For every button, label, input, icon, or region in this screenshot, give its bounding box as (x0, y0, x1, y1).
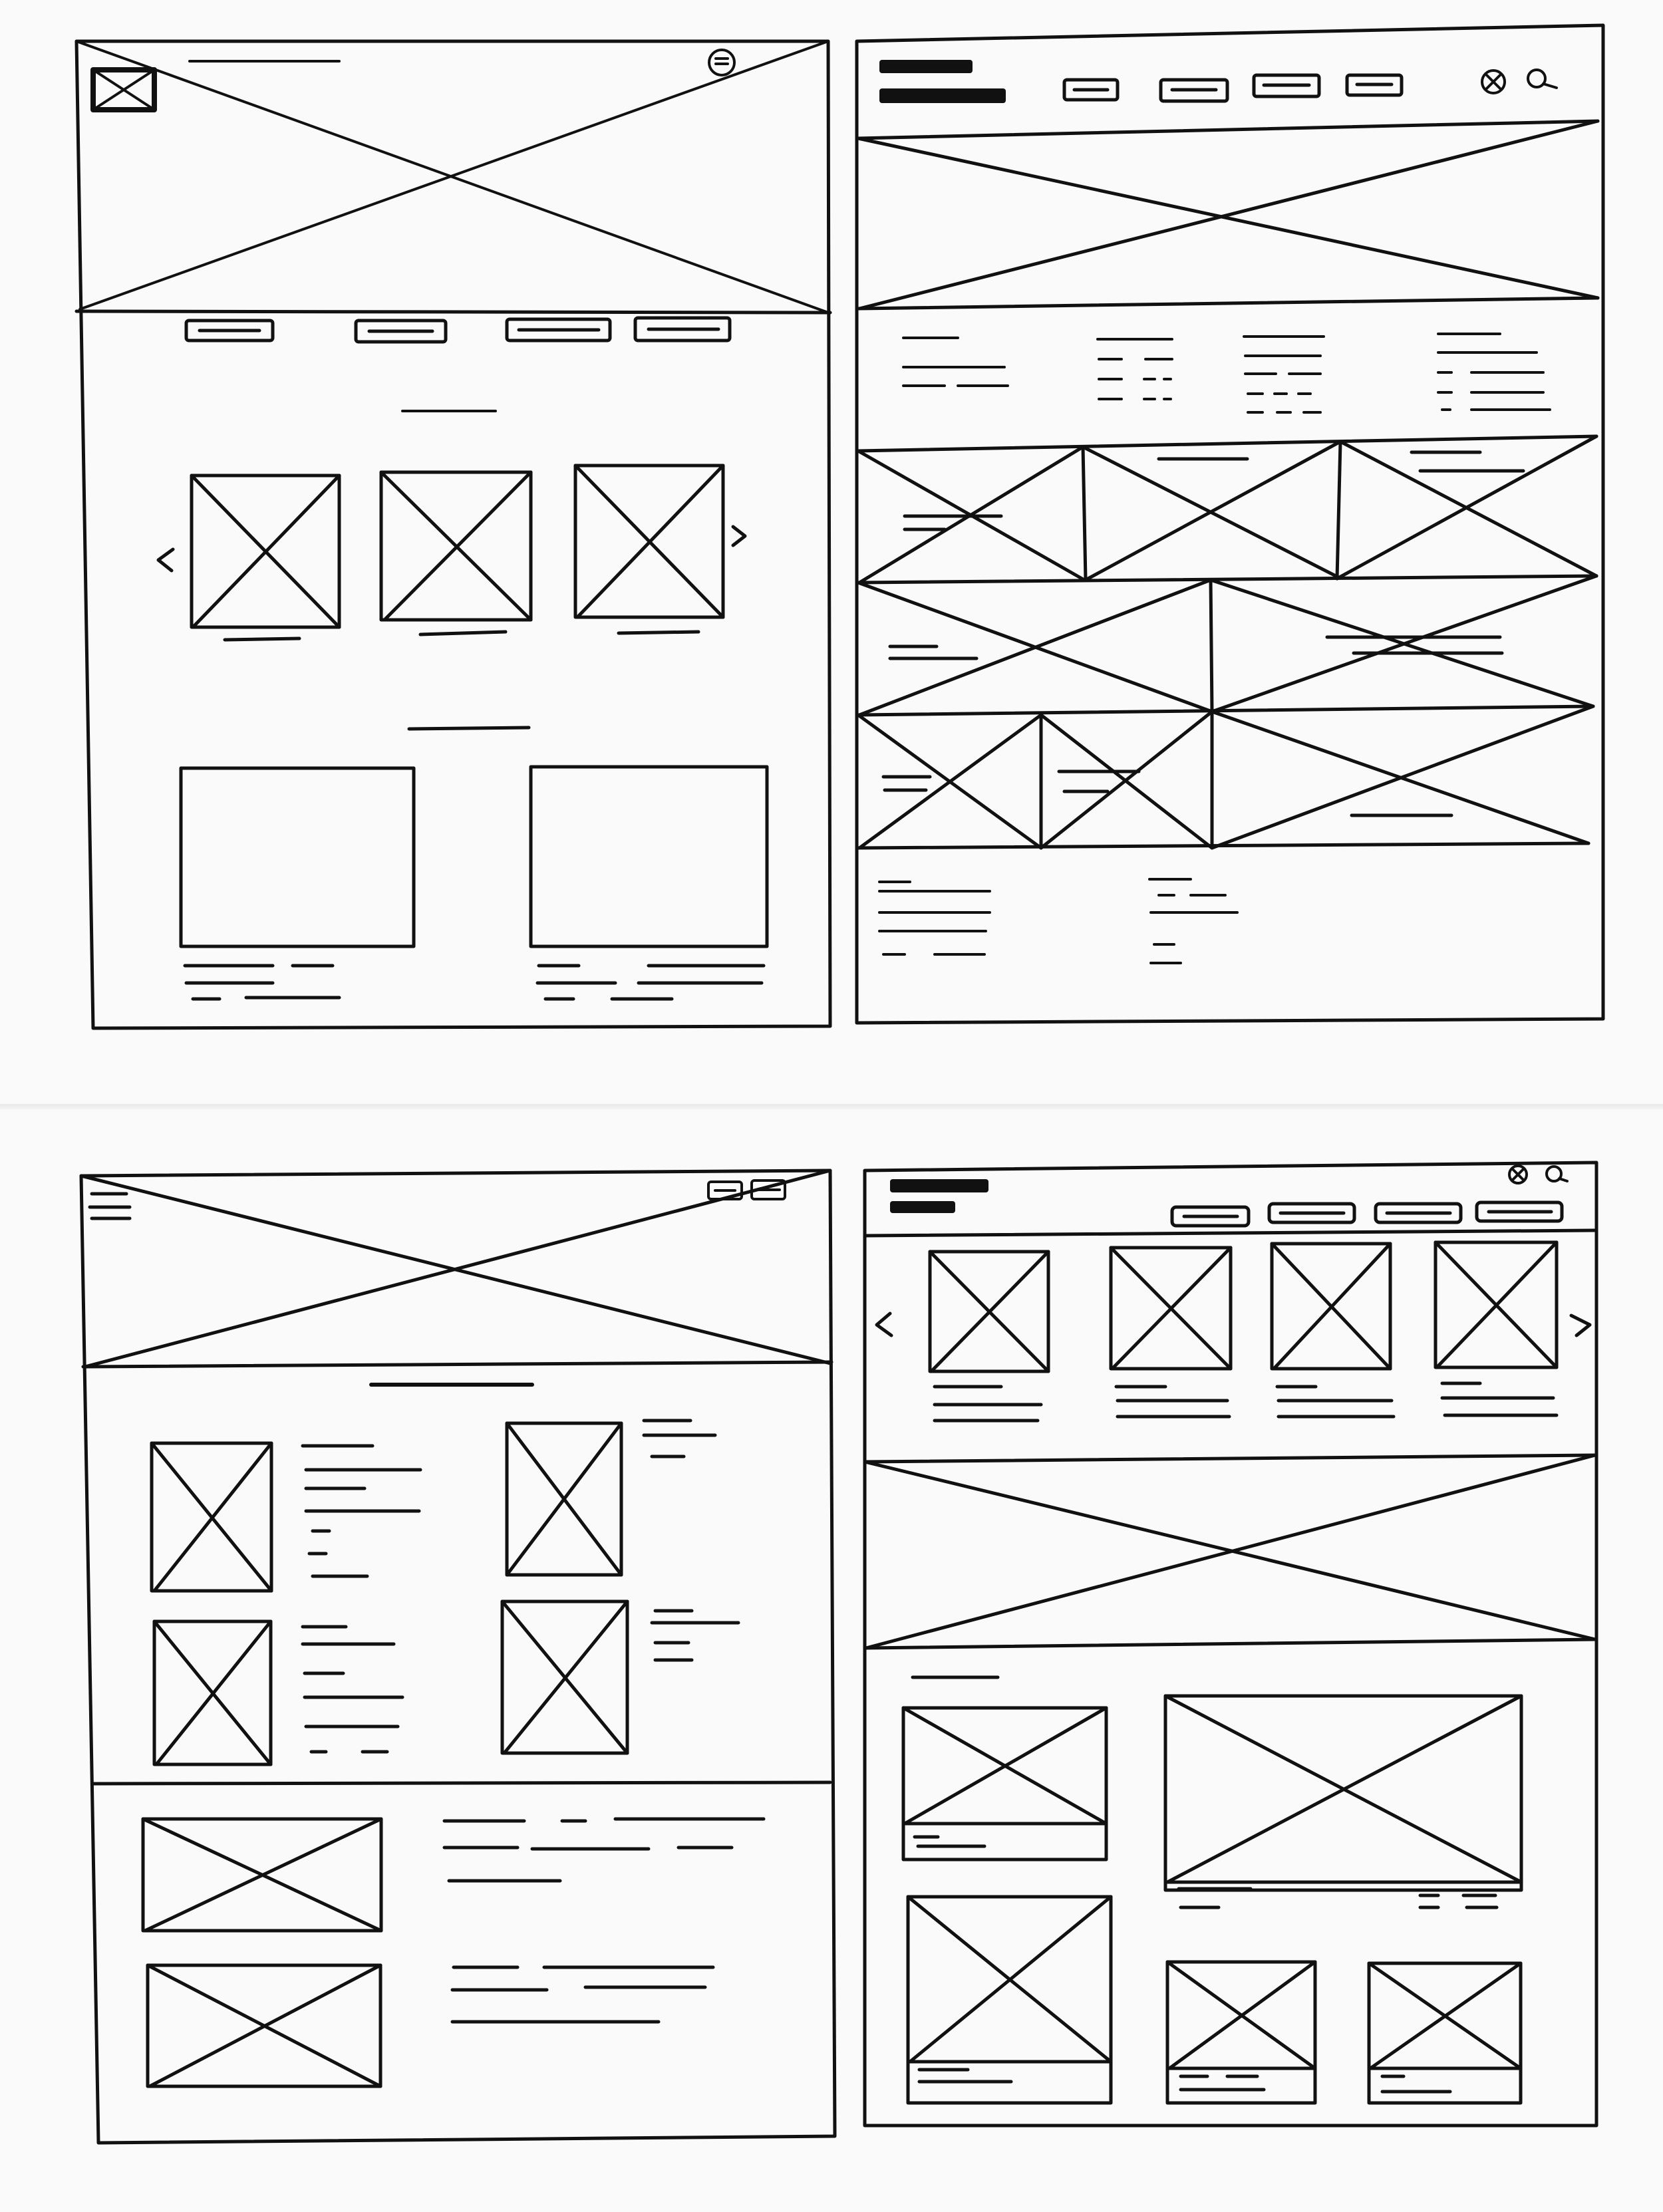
wf4-hero-image (865, 1455, 1595, 1648)
wf1-frame (76, 41, 830, 1028)
wf3-header-buttons (708, 1180, 785, 1199)
chevron-right-icon (1571, 1315, 1590, 1335)
close-icon (1482, 70, 1505, 93)
chevron-left-icon (877, 1313, 891, 1335)
wf2-footer-text (879, 879, 1237, 963)
wf4-header-divider (865, 1230, 1595, 1236)
wireframe-4 (865, 1163, 1596, 2126)
wf2-logo-block (879, 60, 1006, 103)
wf2-image-grid (858, 436, 1596, 848)
search-icon (1547, 1167, 1567, 1181)
wf4-carousel (877, 1242, 1590, 1421)
wf4-logo-block (890, 1179, 988, 1213)
wf1-carousel (158, 466, 745, 640)
menu-icon (709, 50, 734, 75)
wf3-media-rows (143, 1819, 764, 2086)
wf3-product-list (152, 1421, 738, 1764)
wf2-nav-buttons (1064, 75, 1402, 101)
wireframe-1 (76, 41, 830, 1028)
chevron-left-icon (158, 549, 173, 571)
wf4-mosaic (903, 1696, 1521, 2103)
chevron-right-icon (733, 527, 745, 545)
wf2-text-columns (903, 334, 1550, 412)
wf1-section-title-2 (409, 728, 529, 729)
wireframe-2 (857, 25, 1603, 1023)
wf4-nav-buttons (1172, 1202, 1562, 1226)
wf1-cards (181, 767, 767, 999)
wf2-hero-image (858, 121, 1598, 309)
wf2-frame (857, 25, 1603, 1023)
wf3-divider (93, 1782, 830, 1784)
hamburger-icon (90, 1194, 130, 1218)
wf1-nav-buttons (186, 318, 730, 342)
wireframe-3 (81, 1171, 835, 2143)
wf3-frame (81, 1171, 835, 2143)
search-icon (1528, 70, 1557, 88)
close-icon (1509, 1166, 1527, 1183)
wf1-logo-icon (93, 70, 154, 110)
wf1-hero-image (76, 41, 830, 313)
